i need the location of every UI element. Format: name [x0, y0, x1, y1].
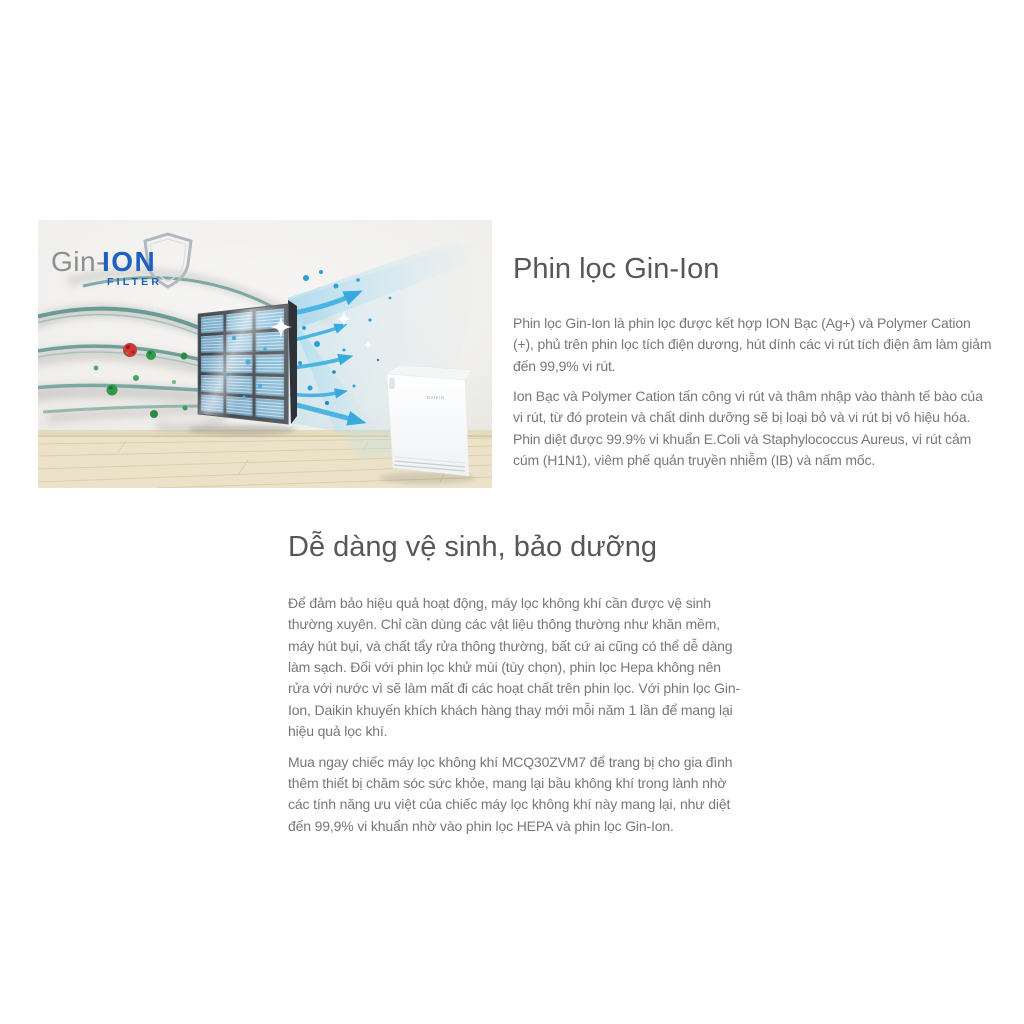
air-purifier	[379, 365, 475, 484]
filter-panel	[198, 303, 289, 424]
section-gin-ion-heading: Phin lọc Gin-Ion	[513, 253, 720, 285]
purifier-front	[387, 374, 469, 476]
red-virus	[123, 343, 137, 357]
purifier-brand: DAIKIN	[427, 395, 445, 400]
section-maintenance-heading: Dễ dàng vệ sinh, bảo dưỡng	[288, 531, 657, 563]
section-maintenance-paragraph-2: Mua ngay chiếc máy lọc không khí MCQ30ZVM7 để trang bị cho gia đình thêm thiết bị chăm sóc sức khỏe, mang lại bầu không khí trong lành nhờ các tính năng ưu việt của chiếc máy lọc không khí này mang lại, như diệt đến 99,9% vi khuẩn nhờ vào phin lọc HEPA và phin lọc Gin-Ion.	[288, 753, 733, 834]
section-gin-ion-paragraph-1: Phin lọc Gin-Ion là phin lọc được kết hợp ION Bạc (Ag+) và Polymer Cation (+), phủ trên phin lọc tích điện dương, hút dính các vi rút tích điện âm làm giảm đến 99,9% vi rút.	[513, 314, 992, 374]
section-maintenance	[288, 530, 746, 846]
logo-accent: ION	[102, 246, 157, 277]
section-maintenance-paragraph-1: Để đảm bảo hiệu quả hoạt động, máy lọc không khí cần được vệ sinh thường xuyên. Chỉ cần dùng các vật liệu thông thường như khăn mềm, máy hút bụi, và chất tẩy rửa thông thường, bất cứ ai cũng có thể dễ dàng làm sạch. Đối với phin lọc khử mùi (tùy chọn), phin lọc Hepa không nên rửa với nước vì sẽ làm mất đi các hoạt chất trên phin lọc. Với phin lọc Gin-Ion, Daikin khuyến khích khách hàng thay mới mỗi năm 1 lần để mang lại hiệu quả lọc khí.	[288, 594, 740, 740]
section-gin-ion-paragraph-2: Ion Bạc và Polymer Cation tấn công vi rút và thâm nhập vào thành tế bào của vi rút, từ đó protein và chất dinh dưỡng sẽ bị loại bỏ và vi rút bị vô hiệu hóa. Phin diệt được 99.9% vi khuẩn E.Coli và Staphylococcus Aureus, vi rút cảm cúm (H1N1), viêm phế quản truyền nhiễm (IB) và nấm mốc.	[513, 388, 983, 469]
gin-ion-filter-illustration	[38, 220, 492, 488]
logo-prefix: Gin-	[51, 246, 106, 277]
gin-ion-logo	[50, 230, 220, 294]
panel-shadow	[188, 425, 296, 435]
section-gin-ion	[513, 252, 993, 481]
logo-subtitle: FILTER	[107, 276, 163, 288]
purifier-handle	[390, 378, 395, 389]
green-virus	[146, 350, 156, 360]
